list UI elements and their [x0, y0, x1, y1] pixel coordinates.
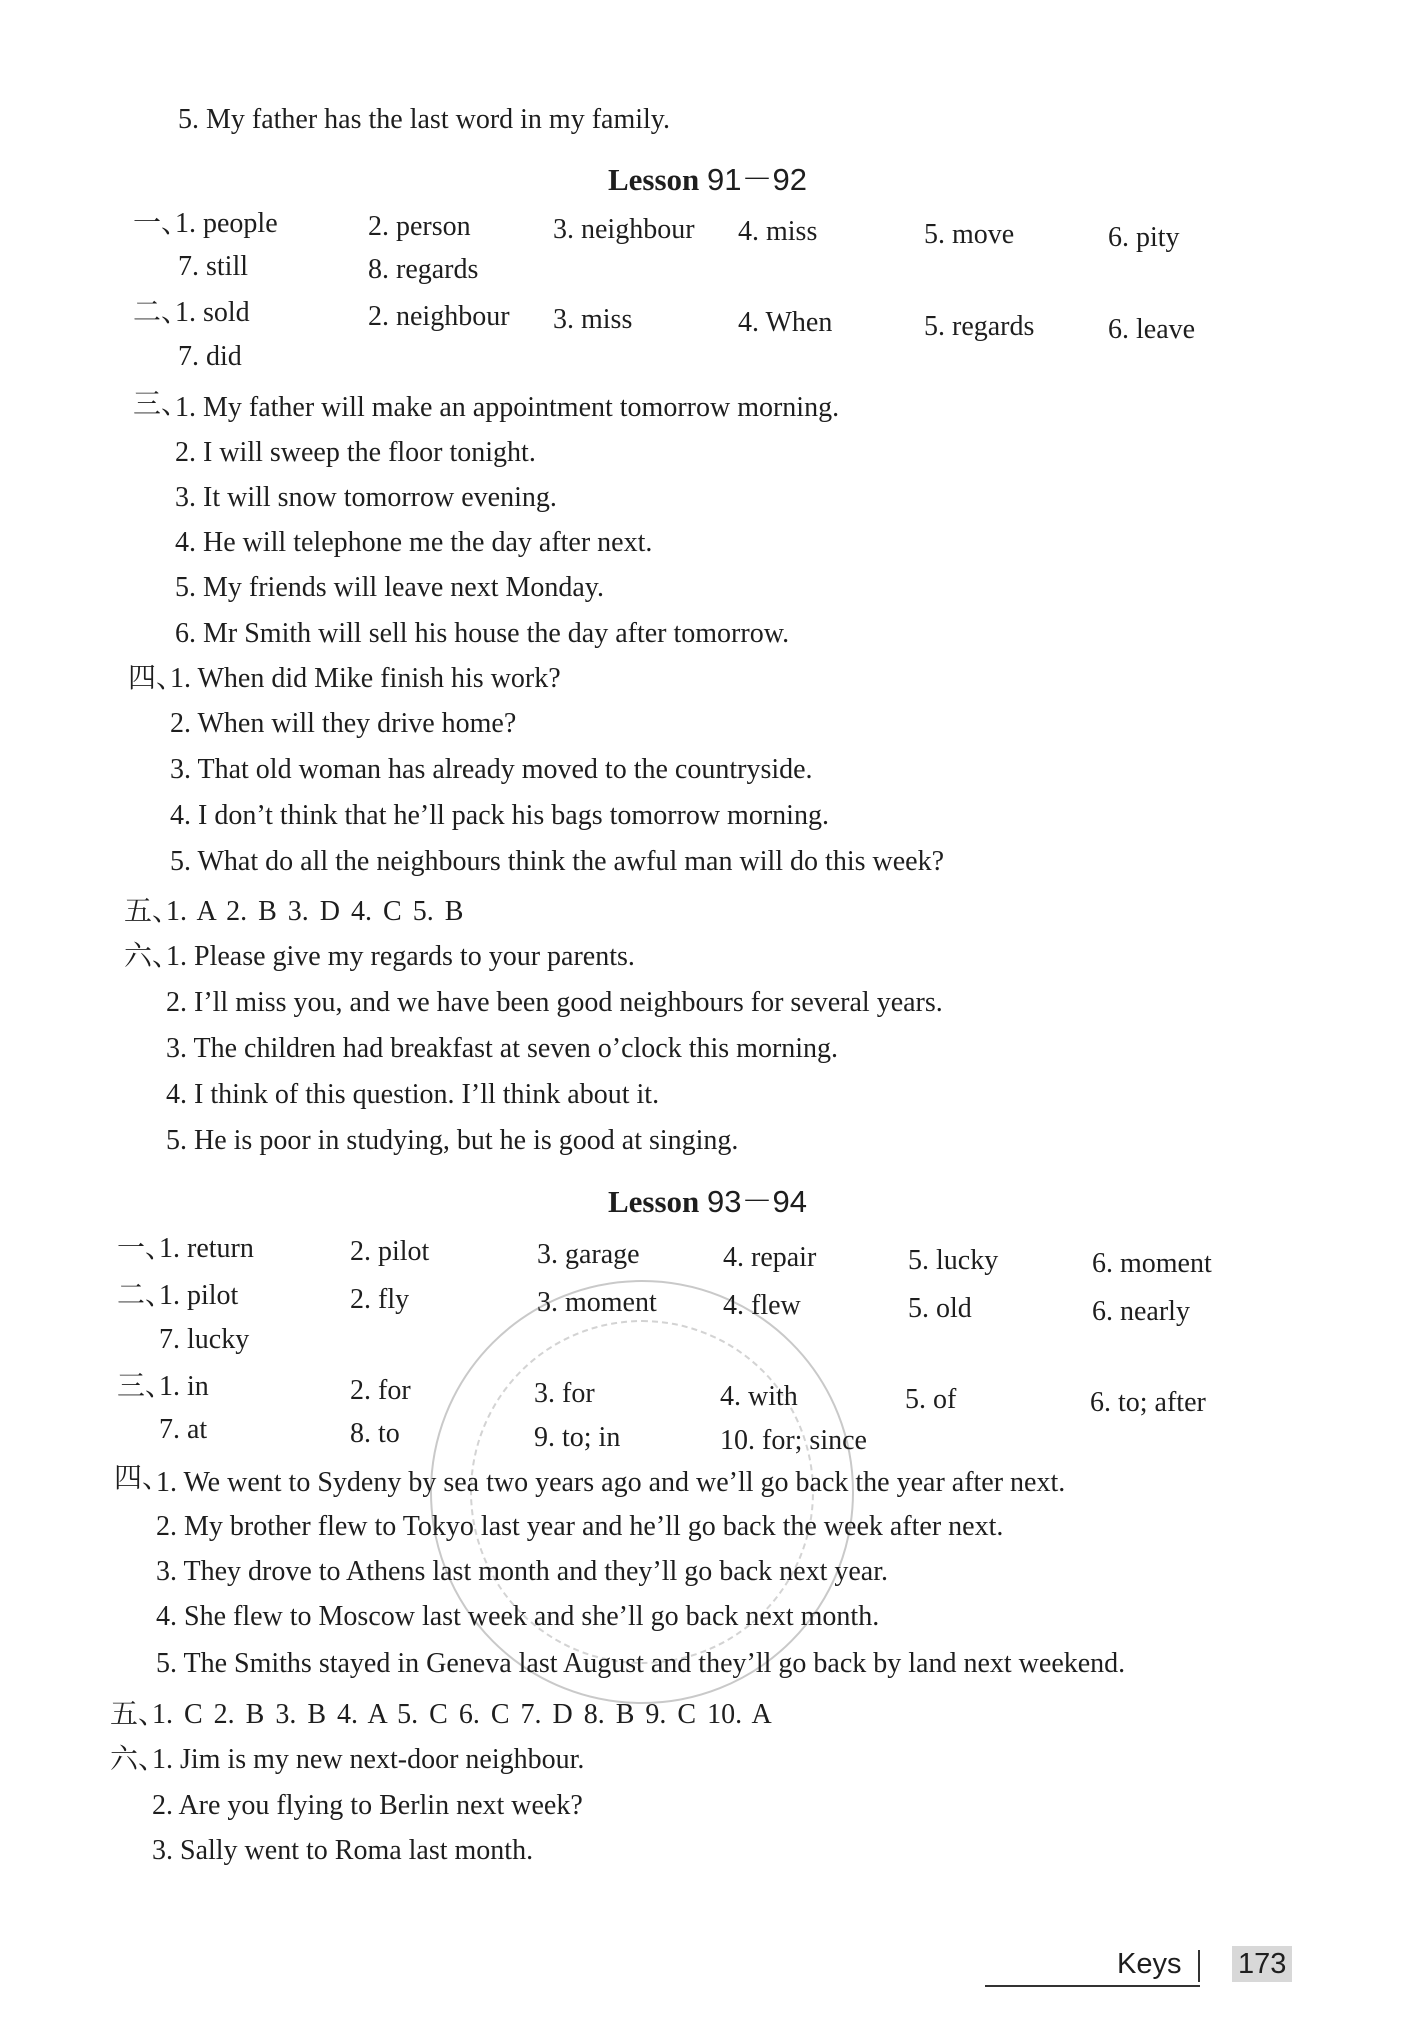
page-number: 173 [1232, 1946, 1292, 1982]
answer-sentence: 1. When did Mike finish his work? [170, 663, 561, 694]
answer-item: 7. did [178, 341, 242, 372]
lesson-heading-91-92: Lesson 91－92 [607, 162, 808, 197]
section-marker: 三、 [117, 1371, 174, 1402]
answer-sentence: 2. I’ll miss you, and we have been good neighbours for several years. [166, 987, 943, 1018]
answer-item: 6. to; after [1090, 1387, 1206, 1418]
answer-item: 1. pilot [159, 1280, 239, 1311]
answer-sentence: 6. Mr Smith will sell his house the day after tomorrow. [175, 618, 790, 649]
answer-sentence: 1. My father will make an appointment tomorrow morning. [175, 392, 840, 423]
answer-item: 1. people [175, 208, 278, 239]
answer-item: 7. still [178, 251, 249, 282]
answer-item: 5. regards [924, 311, 1035, 342]
section-marker: 四、 [128, 663, 185, 694]
answer-item: 1. return [159, 1233, 254, 1264]
answer-item: 5. lucky [908, 1245, 999, 1276]
answer-item: 4. repair [723, 1242, 817, 1273]
answer-item: 1. in [159, 1371, 209, 1402]
answer-item: 6. moment [1092, 1248, 1212, 1279]
footer-rule [985, 1985, 1200, 1987]
section-marker: 一、 [133, 208, 190, 239]
answer-item: 3. moment [537, 1287, 657, 1318]
answer-sentence: 3. That old woman has already moved to the countryside. [170, 754, 813, 785]
answer-sentence: 1. Please give my regards to your parents. [166, 941, 635, 972]
answer-item: 6. pity [1108, 222, 1180, 253]
answer-sentence: 1. Jim is my new next-door neighbour. [152, 1744, 585, 1775]
answer-sentence: 2. When will they drive home? [170, 708, 517, 739]
answer-item: 2. fly [350, 1284, 410, 1315]
answer-item: 8. regards [368, 254, 479, 285]
answer-sentence: 5. My friends will leave next Monday. [175, 572, 604, 603]
section-marker: 五、 [124, 896, 181, 927]
section-marker: 三、 [133, 389, 190, 420]
answer-sentence: 4. I think of this question. I’ll think about it. [166, 1079, 660, 1110]
answer-item: 4. with [720, 1381, 798, 1412]
answer-item: 2. neighbour [368, 301, 510, 332]
intro-line: 5. My father has the last word in my family. [178, 104, 670, 135]
answer-item: 7. lucky [159, 1324, 250, 1355]
answer-choices: 1. A 2. B 3. D 4. C 5. B [166, 896, 464, 927]
answer-item: 5. old [908, 1293, 972, 1324]
answer-item: 3. neighbour [553, 214, 695, 245]
section-marker: 六、 [124, 941, 181, 972]
section-marker: 二、 [117, 1280, 174, 1311]
answer-choices: 1. C 2. B 3. B 4. A 5. C 6. C 7. D 8. B 9. C 10. A [152, 1699, 772, 1730]
section-marker: 二、 [133, 297, 190, 328]
answer-sentence: 4. I don’t think that he’ll pack his bags tomorrow morning. [170, 800, 829, 831]
section-marker: 五、 [110, 1699, 167, 1730]
answer-sentence: 3. The children had breakfast at seven o’clock this morning. [166, 1033, 839, 1064]
answer-item: 6. leave [1108, 314, 1196, 345]
answer-item: 6. nearly [1092, 1296, 1190, 1327]
answer-item: 3. garage [537, 1239, 640, 1270]
answer-item: 3. miss [553, 304, 633, 335]
answer-sentence: 2. I will sweep the floor tonight. [175, 437, 536, 468]
answer-sentence: 2. Are you flying to Berlin next week? [152, 1790, 583, 1821]
answer-item: 9. to; in [534, 1422, 621, 1453]
answer-sentence: 5. The Smiths stayed in Geneva last August and they’ll go back by land next weekend. [156, 1648, 1126, 1679]
section-marker: 四、 [114, 1463, 171, 1494]
answer-sentence: 3. They drove to Athens last month and they’ll go back next year. [156, 1556, 888, 1587]
footer-label: Keys [1117, 1948, 1182, 1980]
answer-sentence: 3. Sally went to Roma last month. [152, 1835, 534, 1866]
answer-item: 2. for [350, 1375, 411, 1406]
answer-item: 3. for [534, 1378, 595, 1409]
answer-item: 5. of [905, 1384, 957, 1415]
answer-sentence: 2. My brother flew to Tokyo last year and he’ll go back the week after next. [156, 1511, 1004, 1542]
answer-item: 5. move [924, 219, 1015, 250]
answer-sentence: 4. She flew to Moscow last week and she’ll go back next month. [156, 1601, 880, 1632]
lesson-heading-93-94: Lesson 93－94 [607, 1184, 808, 1219]
answer-item: 1. sold [175, 297, 250, 328]
answer-item: 2. pilot [350, 1236, 430, 1267]
answer-sentence: 1. We went to Sydeny by sea two years ago and we’ll go back the year after next. [156, 1467, 1066, 1498]
answer-item: 4. miss [738, 216, 818, 247]
answer-item: 4. flew [723, 1290, 801, 1321]
answer-item: 2. person [368, 211, 471, 242]
section-marker: 六、 [110, 1744, 167, 1775]
answer-item: 8. to [350, 1418, 400, 1449]
answer-sentence: 5. What do all the neighbours think the awful man will do this week? [170, 846, 944, 877]
answer-item: 7. at [159, 1414, 208, 1445]
footer-divider [1198, 1950, 1200, 1982]
answer-sentence: 5. He is poor in studying, but he is good at singing. [166, 1125, 739, 1156]
answer-item: 10. for; since [720, 1425, 867, 1456]
answer-sentence: 4. He will telephone me the day after next. [175, 527, 653, 558]
answer-item: 4. When [738, 307, 833, 338]
section-marker: 一、 [117, 1233, 174, 1264]
answer-sentence: 3. It will snow tomorrow evening. [175, 482, 557, 513]
